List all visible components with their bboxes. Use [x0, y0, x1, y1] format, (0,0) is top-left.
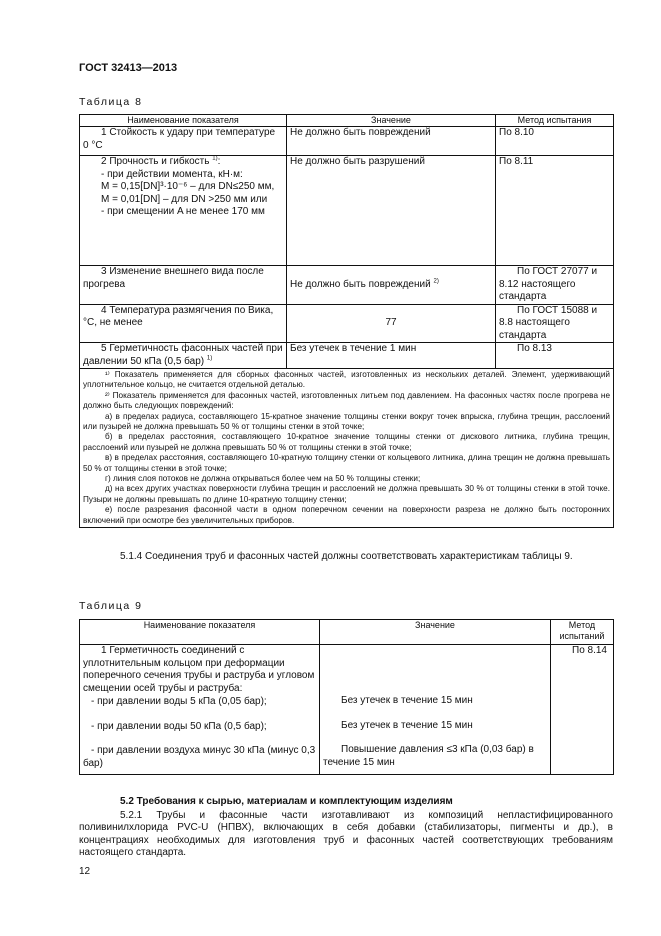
- row4-value: 77: [287, 304, 496, 343]
- row2-displacement: - при смещении A не менее 170 мм: [101, 206, 265, 217]
- row5-footnote-ref: 1): [206, 355, 213, 362]
- table9-col-value: Значение: [320, 620, 551, 645]
- note-2e: д) на всех других участках поверхности глубина трещин и расслоений не должна превышать 30 % от толщины стенки в этой точке. Пузыри не должны превышать по длине 10-кратную толщину стенки;: [83, 484, 610, 504]
- table9-name-cell: [80, 645, 320, 775]
- table8-col-value: Значение: [287, 115, 496, 127]
- table-row: [80, 127, 614, 156]
- table9-value-cell: [320, 645, 551, 775]
- table8-caption: Таблица 8: [79, 96, 143, 108]
- row3-name: 3 Изменение внешнего вида после прогрева: [80, 266, 287, 305]
- note-2d: г) линия слоя потоков не должна открываться более чем на 50 % толщины стенки;: [105, 474, 421, 484]
- table8-notes: [80, 369, 614, 528]
- table9-col-name: Наименование показателя: [80, 620, 320, 645]
- table-row: [80, 266, 614, 305]
- table9-method: По 8.14: [551, 645, 614, 775]
- table9-caption: Таблица 9: [79, 600, 143, 612]
- table8: [79, 114, 614, 528]
- table9: [79, 619, 614, 775]
- row5-value: Без утечек в течение 1 мин: [287, 343, 496, 369]
- row2-formula-2: M = 0,01[DN] – для DN >250 мм или: [101, 193, 268, 205]
- table9-value-1: Без утечек в течение 15 мин: [341, 695, 473, 706]
- table-row: [80, 156, 614, 266]
- row3-method: По ГОСТ 27077 и 8.12 настоящего стандарта: [496, 266, 614, 305]
- paragraph-5-2-1: 5.2.1 Трубы и фасонные части изготавливают из композиций непластифицированного поливинилхлорида PVC-U (НПВХ), включающих в себя добавки (стабилизаторы, пигменты и др.), в концентрациях необходимых для изготовления труб и фасонных частей соответствующих требованиям настоящего стандарта.: [79, 810, 613, 859]
- row1-method: По 8.10: [496, 127, 614, 156]
- table9-row-title: 1 Герметичность соединений с уплотнительным кольцом при деформации поперечного сечения трубы и раструба и угловом смещении осей трубы и раструба:: [83, 645, 315, 694]
- table8-notes-row: [80, 369, 614, 528]
- table9-subrow-air: - при давлении воздуха минус 30 кПа (минус 0,3 бар): [83, 745, 316, 769]
- note-1: ¹⁾ Показатель применяется для сборных фасонных частей, изготовленных из нескольких деталей. Элемент, удерживающий уплотнительное кольцо, не считается отдельной деталью.: [83, 370, 610, 390]
- row4-name: 4 Температура размягчения по Вика, °С, не менее: [80, 304, 287, 343]
- row2-formula-1: M = 0,15[DN]³·10⁻⁶ – для DN≤250 мм,: [101, 181, 275, 192]
- row3-footnote-ref: 2): [433, 278, 439, 285]
- note-2a: а) в пределах радиуса, составляющего 15-кратное значение толщины стенки вокруг точек впрыска, глубина трещин, расслоений или пузырей не должна превышать 50 % от толщины стенки в этой точке;: [83, 411, 610, 432]
- row2-name: 2 Прочность и гибкость $^{1)}$: - при действии момента, кН·м: M = 0,15[DN]³·10⁻⁶ – для DN≤250 мм, M = 0,01[DN] – для DN >250 мм или - при смещении A не менее 170 мм: [80, 156, 287, 266]
- row3-value: Не должно быть повреждений: [290, 278, 431, 290]
- row2-footnote-ref: 1): [212, 155, 218, 162]
- page-number: 12: [79, 866, 91, 877]
- table9-subrow-water50: - при давлении воды 50 кПа (0,5 бар);: [91, 720, 267, 732]
- row2-moment-line: - при действии момента, кН·м:: [101, 168, 243, 180]
- row2-value: Не должно быть разрушений: [287, 156, 496, 266]
- row2-method: По 8.11: [496, 156, 614, 266]
- note-2c: в) в пределах расстояния, составляющего 10-кратную толщину стенки от кольцевого литника, длина трещин не должна превышать 50 % от толщины стенки в этой точке;: [83, 453, 610, 473]
- table-row: [80, 645, 614, 775]
- row5-name-cell: [80, 343, 287, 369]
- section-5-2-title: 5.2 Требования к сырью, материалам и комплектующим изделиям: [120, 796, 453, 807]
- table9-value-3: Повышение давления ≤3 кПа (0,03 бар) в течение 15 мин: [323, 744, 534, 768]
- row3-value-cell: [287, 266, 496, 305]
- note-2f: е) после разрезания фасонной части в одном поперечном сечении на поверхности разреза не должно быть посторонних включений при осмотре без увеличительных приборов.: [83, 505, 610, 525]
- table8-col-method: Метод испытания: [496, 115, 614, 127]
- table9-subrow-water5: - при давлении воды 5 кПа (0,05 бар);: [91, 696, 267, 707]
- row1-name: 1 Стойкость к удару при температуре 0 °С: [80, 127, 287, 156]
- row2-title: 2 Прочность и гибкость: [101, 156, 210, 167]
- paragraph-5-1-4: 5.1.4 Соединения труб и фасонных частей должны соответствовать характеристикам таблицы 9.: [120, 551, 573, 562]
- note-2: ²⁾ Показатель применяется для фасонных частей, изготовленных литьем под давлением. На фасонных частях после прогрева не должно быть следующих повреждений:: [83, 390, 610, 411]
- table9-header-row: [80, 620, 614, 645]
- table9-col-method: Метод испытаний: [551, 620, 614, 645]
- table8-header-row: [80, 115, 614, 127]
- note-2b: б) в пределах расстояния, составляющего 10-кратное значение толщины стенки от дискового литника, глубина трещин, расслоений или пузырей не должна превышать 50 % от толщины стенки в этой точке;: [83, 432, 610, 452]
- row4-method: По ГОСТ 15088 и 8.8 настоящего стандарта: [496, 304, 614, 343]
- table9-value-2: Без утечек в течение 15 мин: [341, 719, 473, 731]
- row5-name: 5 Герметичность фасонных частей при давлении 50 кПа (0,5 бар): [83, 343, 283, 367]
- table-row: [80, 343, 614, 369]
- table8-col-name: Наименование показателя: [80, 115, 287, 127]
- row5-method: По 8.13: [496, 343, 614, 369]
- document-header: ГОСТ 32413—2013: [79, 62, 178, 74]
- row1-value: Не должно быть повреждений: [287, 127, 496, 156]
- table-row: [80, 304, 614, 343]
